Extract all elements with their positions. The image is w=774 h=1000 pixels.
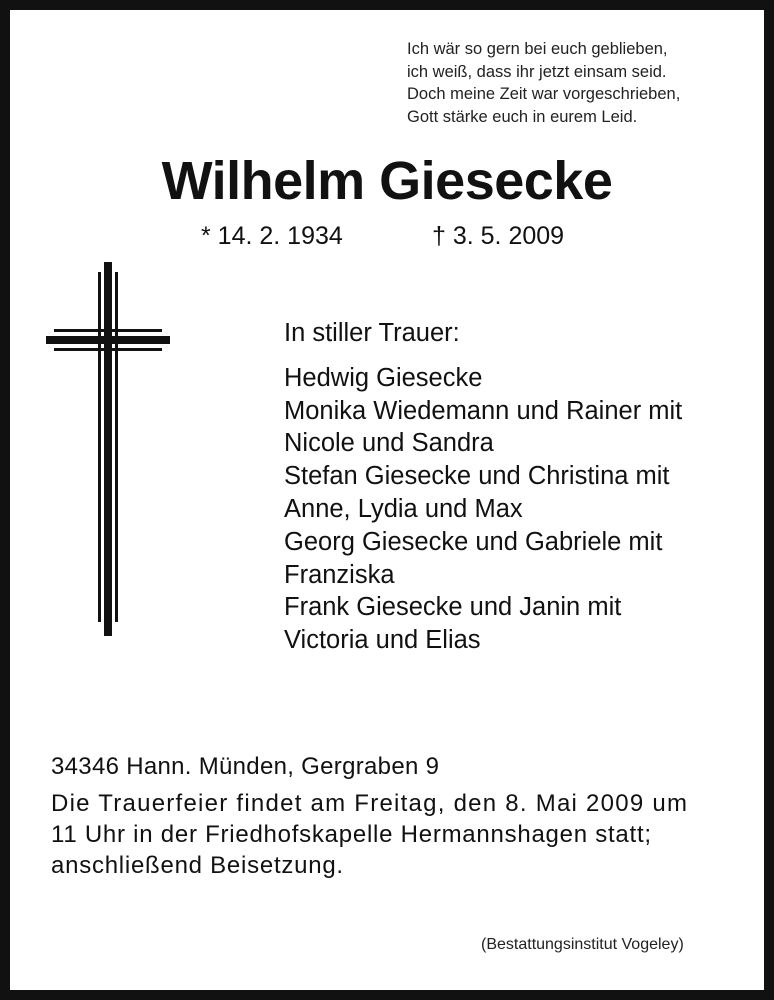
undertaker-credit: (Bestattungsinstitut Vogeley)	[481, 936, 684, 953]
death-date: † 3. 5. 2009	[432, 222, 565, 250]
poem-line: ich weiß, dass ihr jetzt einsam seid.	[407, 62, 667, 81]
ceremony-info	[51, 788, 727, 881]
address: 34346 Hann. Münden, Gergraben 9	[51, 753, 440, 780]
poem-line: Doch meine Zeit war vorgeschrieben,	[407, 85, 681, 103]
mourner-line: Georg Giesecke und Gabriele mit	[284, 527, 663, 556]
mourner-line: Victoria und Elias	[284, 626, 481, 655]
mourner-line: Frank Giesecke und Janin mit	[284, 593, 622, 622]
mourner-line: Anne, Lydia und Max	[284, 494, 523, 523]
mourner-line: Hedwig Giesecke	[284, 363, 483, 392]
ceremony-line: anschließend Beisetzung.	[51, 852, 344, 879]
mourner-line: Monika Wiedemann und Rainer mit	[284, 396, 683, 425]
ceremony-line: Die Trauerfeier findet am Freitag, den 8. Mai 2009 um	[51, 790, 689, 817]
poem-line: Gott stärke euch in eurem Leid.	[407, 107, 638, 126]
mourner-line: Stefan Giesecke und Christina mit	[284, 462, 670, 491]
mourners-heading: In stiller Trauer:	[284, 319, 460, 347]
poem-line: Ich wär so gern bei euch geblieben,	[407, 40, 668, 58]
mourner-line: Franziska	[284, 560, 395, 589]
deceased-name: Wilhelm Giesecke	[161, 151, 613, 211]
mourners-block	[284, 317, 754, 657]
ceremony-line: 11 Uhr in der Friedhofskapelle Hermannshagen statt;	[51, 821, 652, 848]
mourner-line: Nicole und Sandra	[284, 429, 494, 458]
poem	[407, 38, 747, 128]
birth-date: * 14. 2. 1934	[201, 222, 343, 250]
latin-cross-icon	[46, 262, 170, 636]
